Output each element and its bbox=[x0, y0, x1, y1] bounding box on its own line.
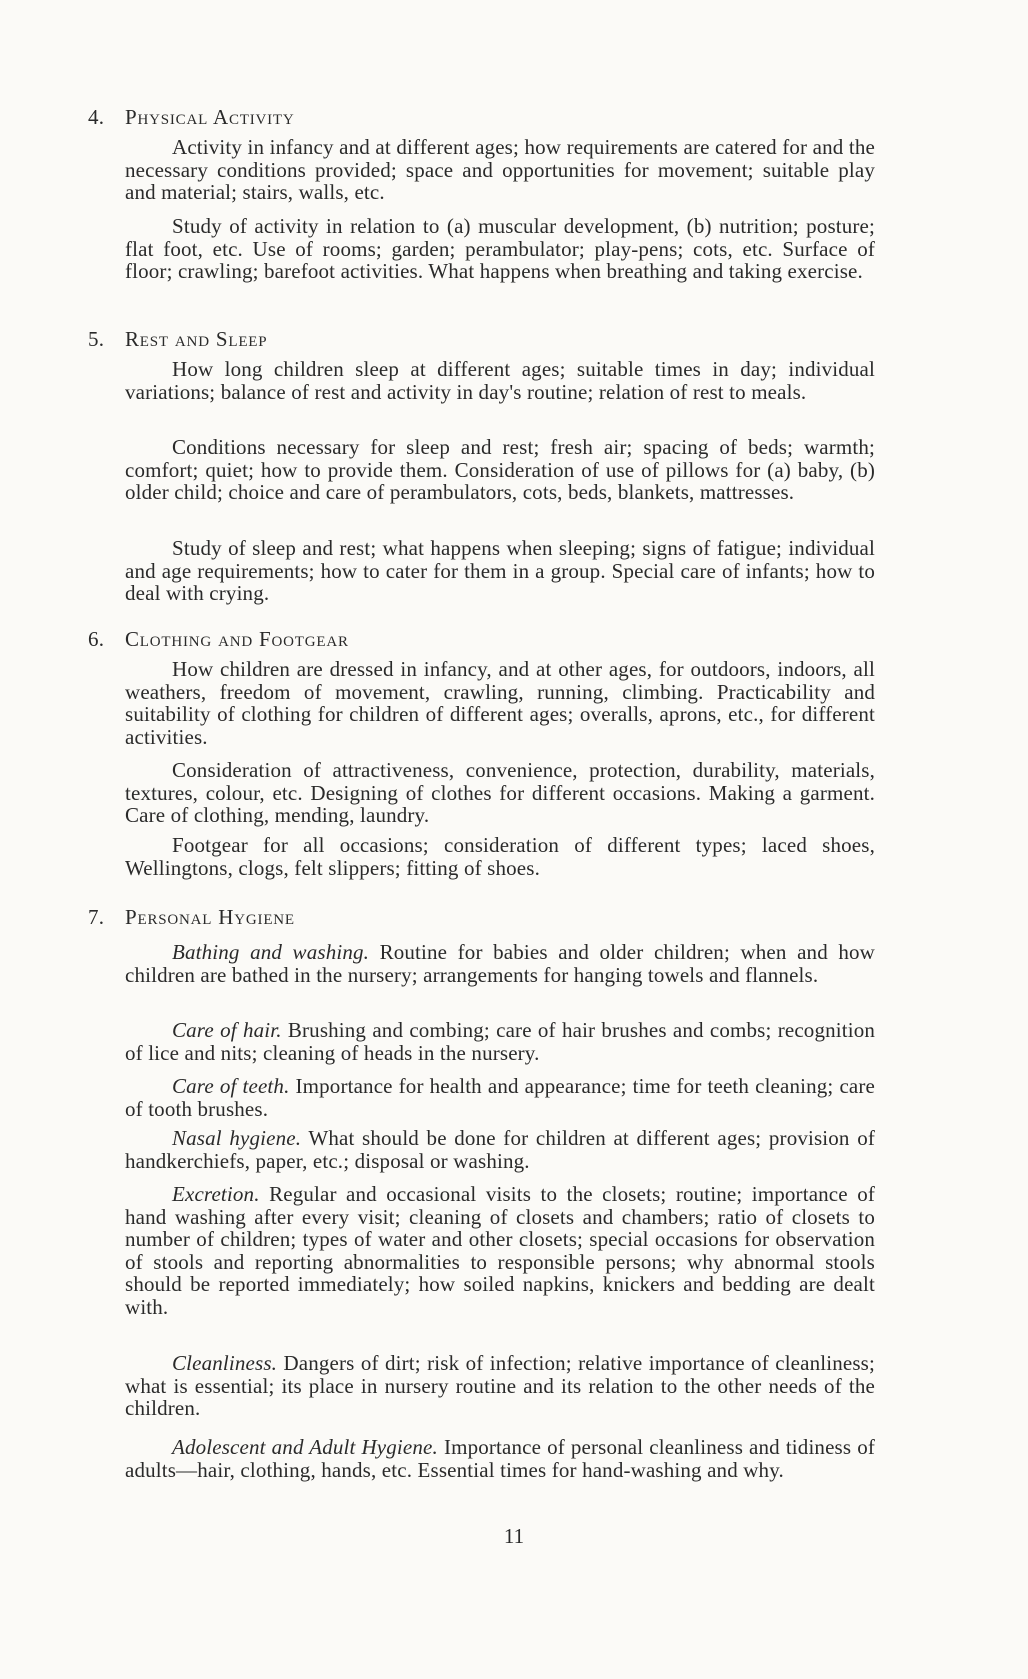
paragraph-text: Brushing and combing; care of hair brushes and combs; recognition of lice and nits; cleaning of heads in the nursery. bbox=[125, 1018, 875, 1065]
paragraph-text: How children are dressed in infancy, and at other ages, for outdoors, indoors, all weathers, freedom of movement, crawling, running, climbing. Practicability and suitability of clothing for children of different ages; overalls, aprons, etc., for different activities. bbox=[125, 657, 875, 749]
section-title: Personal Hygiene bbox=[125, 905, 295, 929]
paragraph-text: Study of sleep and rest; what happens when sleeping; signs of fatigue; individual and age requirements; how to cater for them in a group. Special care of infants; how to deal with crying. bbox=[125, 536, 875, 605]
section-title: Clothing and Footgear bbox=[125, 627, 349, 651]
paragraph-text: Activity in infancy and at different ages; how requirements are catered for and the necessary conditions provided; space and opportunities for movement; suitable play and material; stairs, walls, etc. bbox=[125, 135, 875, 204]
paragraph-text: Dangers of dirt; risk of infection; relative importance of cleanliness; what is essential; its place in nursery routine and its relation to the other needs of the children. bbox=[125, 1351, 875, 1420]
section-title: Physical Activity bbox=[125, 105, 295, 129]
paragraph-text: Importance for health and appearance; time for teeth cleaning; care of tooth brushes. bbox=[125, 1074, 875, 1121]
section-number: 6. bbox=[88, 627, 105, 651]
paragraph-text: Footgear for all occasions; consideration of different types; laced shoes, Wellingtons, clogs, felt slippers; fitting of shoes. bbox=[125, 833, 875, 880]
paragraph-lead: Care of teeth. bbox=[172, 1074, 290, 1098]
paragraph-text: Routine for babies and older children; when and how children are bathed in the nursery; arrangements for hanging towels and flannels. bbox=[125, 940, 875, 987]
paragraph bbox=[125, 1183, 875, 1318]
paragraph bbox=[125, 1075, 875, 1120]
paragraph bbox=[125, 759, 875, 827]
page-number: 11 bbox=[503, 1524, 525, 1548]
section-heading bbox=[88, 328, 267, 351]
section-heading bbox=[88, 106, 295, 129]
paragraph-text: Consideration of attractiveness, convenience, protection, durability, materials, textures, colour, etc. Designing of clothes for different occasions. Making a garment. Care of clothing, mending, laundry. bbox=[125, 758, 875, 827]
paragraph-lead: Bathing and washing. bbox=[172, 940, 370, 964]
section-heading bbox=[88, 628, 349, 651]
paragraph-lead: Care of hair. bbox=[172, 1018, 282, 1042]
section-title: Rest and Sleep bbox=[125, 327, 268, 351]
paragraph bbox=[125, 1019, 875, 1064]
paragraph-text: What should be done for children at different ages; provision of handkerchiefs, paper, etc.; disposal or washing. bbox=[125, 1126, 875, 1173]
paragraph bbox=[125, 1436, 875, 1481]
section-heading bbox=[88, 906, 295, 929]
paragraph bbox=[125, 834, 875, 879]
paragraph-text: Regular and occasional visits to the closets; routine; importance of hand washing after every visit; cleaning of closets and chambers; ratio of closets to number of children; types of water and other closets; special occasions for observation of stools and reporting abnormalities to responsible persons; why abnormal stools should be reported immediately; how soiled napkins, knickers and bedding are dealt with. bbox=[125, 1182, 875, 1319]
paragraph bbox=[125, 136, 875, 204]
paragraph-text: Study of activity in relation to (a) muscular development, (b) nutrition; posture; flat foot, etc. Use of rooms; garden; perambulator; play-pens; cots, etc. Surface of floor; crawling; barefoot activities. What happens when breathing and taking exercise. bbox=[125, 214, 875, 283]
paragraph-lead: Adolescent and Adult Hygiene. bbox=[172, 1435, 438, 1459]
paragraph bbox=[125, 436, 875, 504]
paragraph bbox=[125, 215, 875, 283]
paragraph bbox=[125, 1352, 875, 1420]
paragraph bbox=[125, 1127, 875, 1172]
paragraph bbox=[125, 358, 875, 403]
paragraph-lead: Excretion. bbox=[172, 1182, 260, 1206]
paragraph bbox=[125, 658, 875, 748]
paragraph-text: Importance of personal cleanliness and tidiness of adults—hair, clothing, hands, etc. Essential times for hand-washing and why. bbox=[125, 1435, 875, 1482]
paragraph-lead: Nasal hygiene. bbox=[172, 1126, 302, 1150]
section-number: 4. bbox=[88, 105, 105, 129]
section-number: 5. bbox=[88, 327, 105, 351]
paragraph bbox=[125, 941, 875, 986]
section-number: 7. bbox=[88, 905, 105, 929]
paragraph-lead: Cleanliness. bbox=[172, 1351, 278, 1375]
paragraph-text: How long children sleep at different ages; suitable times in day; individual variations; balance of rest and activity in day's routine; relation of rest to meals. bbox=[125, 357, 875, 404]
paragraph bbox=[125, 537, 875, 605]
paragraph-text: Conditions necessary for sleep and rest; fresh air; spacing of beds; warmth; comfort; quiet; how to provide them. Consideration of use of pillows for (a) baby, (b) older child; choice and care of perambulators, cots, beds, blankets, mattresses. bbox=[125, 435, 875, 504]
